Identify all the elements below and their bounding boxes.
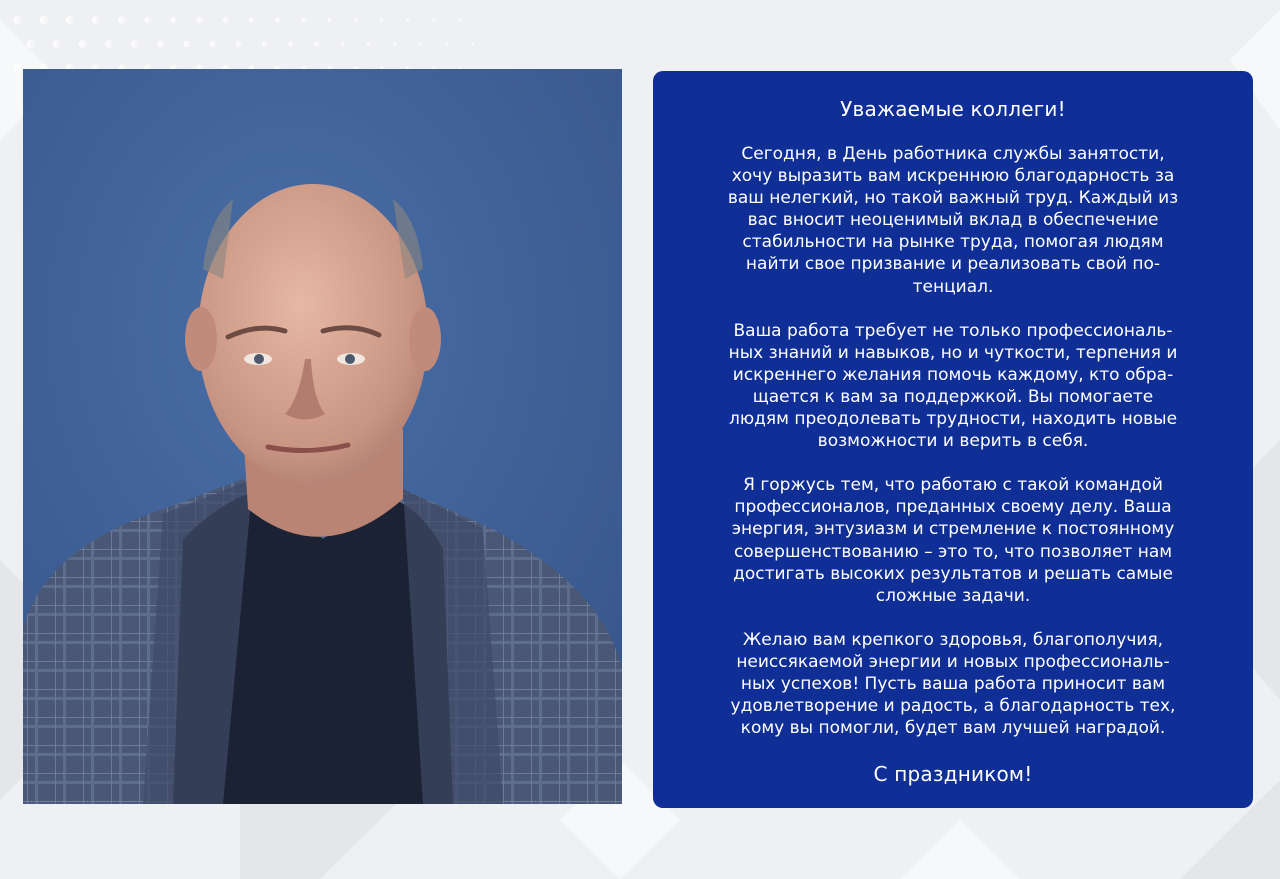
decor-dot <box>288 41 293 46</box>
portrait-illustration <box>23 69 622 804</box>
greeting-paragraph <box>693 629 1213 739</box>
paragraph-line: щается к вам за поддержкой. Вы помогаете <box>752 386 1154 407</box>
paragraph-line: сложные задачи. <box>875 585 1031 606</box>
decor-dot <box>40 16 49 25</box>
decor-dot <box>472 43 475 46</box>
decor-dot <box>406 18 410 22</box>
decor-dot <box>354 18 358 22</box>
decor-dot <box>14 64 23 73</box>
decor-dot <box>66 16 74 24</box>
paragraph-line: ных успехов! Пусть ваша работа приносит вам <box>740 673 1166 694</box>
decor-dot <box>341 42 346 47</box>
paragraph-line: людям преодолевать трудности, находить новые <box>728 409 1178 430</box>
decor-dot <box>79 40 87 48</box>
paragraph-line: Ваша работа требует не только профессиональ- <box>733 320 1173 341</box>
portrait-photo <box>23 69 622 804</box>
decor-dot <box>301 17 306 22</box>
paragraph-line: Я горжусь тем, что работаю с такой командой <box>743 475 1163 496</box>
decor-dot <box>131 40 139 48</box>
paragraph-line: профессионалов, преданных своему делу. Ваша <box>734 497 1172 518</box>
greeting-heading: Уважаемые коллеги! <box>840 97 1066 121</box>
decor-dot <box>445 42 448 45</box>
decor-dot <box>144 16 151 23</box>
paragraph-line: хочу выразить вам искреннюю благодарность за <box>731 166 1175 187</box>
decor-dot <box>210 41 216 47</box>
paragraph-line: стабильности на рынке труда, помогая людям <box>742 232 1164 253</box>
greeting-paragraph <box>693 320 1213 453</box>
paragraph-line: достигать высоких результатов и решать самые <box>733 563 1173 584</box>
decor-dot <box>27 40 36 49</box>
paragraph-line: ваш нелегкий, но такой важный труд. Каждый из <box>727 188 1179 209</box>
paragraph-line: искреннего желания помочь каждому, кто обра- <box>732 364 1174 385</box>
paragraph-line: совершенствованию – это то, что позволяет нам <box>733 541 1173 562</box>
paragraph-line: удовлетворение и радость, а благодарность тех, <box>730 696 1176 717</box>
decor-dot <box>223 17 229 23</box>
decor-dot <box>249 17 255 23</box>
decor-dot <box>184 41 191 48</box>
decor-dot <box>157 40 164 47</box>
paragraph-line: найти свое призвание и реализовать свой по- <box>745 254 1161 275</box>
paragraph-line: энергия, энтузиазм и стремление к постоянному <box>731 519 1175 540</box>
decor-dot <box>262 41 268 47</box>
paragraph-line: вас вносит неоценимый вклад в обеспечение <box>747 210 1159 231</box>
decor-dot <box>105 40 113 48</box>
decor-dot <box>380 18 384 22</box>
decor-dot <box>236 41 242 47</box>
paragraph-line: Сегодня, в День работника службы занятости, <box>741 144 1165 164</box>
paragraph-line: ных знаний и навыков, но и чуткости, терпения и <box>728 342 1178 363</box>
decor-dot <box>14 16 23 25</box>
decor-dot <box>419 42 423 46</box>
decor-dot <box>314 41 319 46</box>
greeting-paragraph <box>693 143 1213 298</box>
paragraph-line: Желаю вам крепкого здоровья, благополучия, <box>742 629 1164 650</box>
decor-dot <box>459 19 462 22</box>
greeting-closing: С праздником! <box>873 762 1033 787</box>
decor-dot <box>118 16 126 24</box>
decor-dot <box>432 18 435 21</box>
decor-dot <box>92 16 100 24</box>
decor-dot <box>53 40 62 49</box>
decor-dot <box>171 17 178 24</box>
greeting-panel <box>653 71 1253 808</box>
greeting-paragraph <box>693 474 1213 607</box>
paragraph-line: тенциал. <box>912 276 994 297</box>
decor-dot <box>197 17 203 23</box>
decor-dot <box>393 42 397 46</box>
paragraph-line: неиссякаемой энергии и новых профессиональ- <box>736 651 1170 672</box>
decor-dot <box>367 42 371 46</box>
paragraph-line: кому вы помогли, будет вам лучшей наградой. <box>740 718 1166 739</box>
decor-dot <box>275 17 280 22</box>
paragraph-line: возможности и верить в себя. <box>817 431 1089 452</box>
decor-dot <box>328 18 333 23</box>
